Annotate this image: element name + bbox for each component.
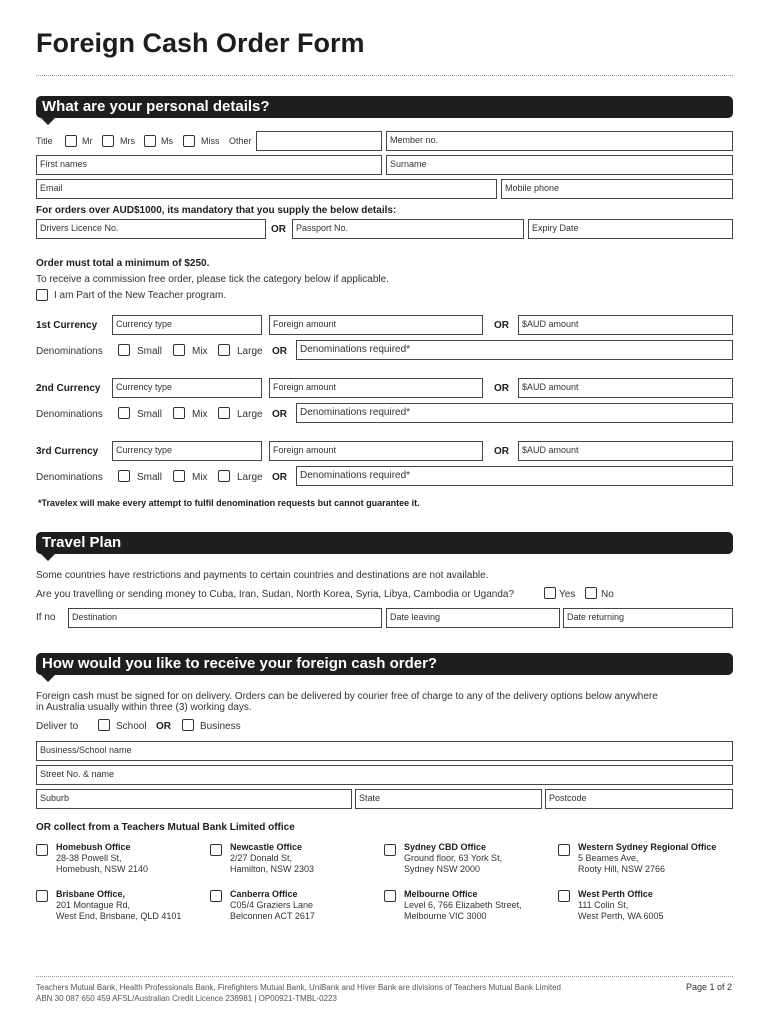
third-foreign-amount-input[interactable]: Foreign amount xyxy=(269,441,483,461)
first-foreign-amount-input[interactable]: Foreign amount xyxy=(269,315,483,335)
business-school-name-input[interactable]: Business/School name xyxy=(36,741,733,761)
office-address-line: 2/27 Donald St, xyxy=(230,853,293,863)
denominations-label: Denominations xyxy=(36,409,103,420)
second-foreign-amount-input[interactable]: Foreign amount xyxy=(269,378,483,398)
denominations-label: Denominations xyxy=(36,346,103,357)
canberra-office-checkbox[interactable] xyxy=(210,890,222,902)
yes-checkbox[interactable] xyxy=(544,587,556,599)
office-western-sydney xyxy=(578,842,716,875)
title-label: Title xyxy=(36,136,53,146)
newcastle-office-checkbox[interactable] xyxy=(210,844,222,856)
denominations-label: Denominations xyxy=(36,472,103,483)
ms-label: Ms xyxy=(161,136,173,146)
mix-label: Mix xyxy=(192,409,208,420)
office-address-line: Hamilton, NSW 2303 xyxy=(230,864,315,874)
second-large-checkbox[interactable] xyxy=(218,407,230,419)
destination-input[interactable]: Destination xyxy=(68,608,382,628)
school-checkbox[interactable] xyxy=(98,719,110,731)
other-label: Other xyxy=(229,136,252,146)
first-small-checkbox[interactable] xyxy=(118,344,130,356)
second-currency-type-input[interactable]: Currency type xyxy=(112,378,262,398)
office-address-line: 28-38 Powell St, xyxy=(56,853,122,863)
mobile-phone-input[interactable]: Mobile phone xyxy=(501,179,733,199)
office-address-line: Level 6, 766 Elizabeth Street, xyxy=(404,900,522,910)
office-address-line: 5 Beames Ave, xyxy=(578,853,639,863)
or-label: OR xyxy=(494,320,509,331)
second-mix-checkbox[interactable] xyxy=(173,407,185,419)
office-homebush xyxy=(56,842,148,875)
or-label: OR xyxy=(272,409,287,420)
office-name: Melbourne Office xyxy=(404,889,478,899)
date-leaving-input[interactable]: Date leaving xyxy=(386,608,560,628)
first-mix-checkbox[interactable] xyxy=(173,344,185,356)
small-label: Small xyxy=(137,346,163,357)
office-address-line: Ground floor, 63 York St, xyxy=(404,853,503,863)
third-denominations-input[interactable]: Denominations required* xyxy=(296,466,733,486)
west-perth-office-checkbox[interactable] xyxy=(558,890,570,902)
office-address-line: 201 Montague Rd, xyxy=(56,900,131,910)
sydney-cbd-office-checkbox[interactable] xyxy=(384,844,396,856)
second-small-checkbox[interactable] xyxy=(118,407,130,419)
office-address-line: West Perth, WA 6005 xyxy=(578,911,664,921)
brisbane-office-checkbox[interactable] xyxy=(36,890,48,902)
office-canberra xyxy=(230,889,315,922)
western-sydney-office-checkbox[interactable] xyxy=(558,844,570,856)
miss-label: Miss xyxy=(201,136,220,146)
page-title: Foreign Cash Order Form xyxy=(36,28,365,58)
office-name: Canberra Office xyxy=(230,889,298,899)
footer-line1: Teachers Mutual Bank, Health Professionals Bank, Firefighters Mutual Bank, UniBank and Hiver Bank are divisions of Teachers Mutual Bank Limited xyxy=(36,983,561,992)
office-melbourne xyxy=(404,889,522,922)
large-label: Large xyxy=(237,409,263,420)
delivery-note-line2: in Australia usually within three (3) working days. xyxy=(36,702,252,713)
min-order-note: Order must total a minimum of $250. xyxy=(36,258,210,269)
expiry-date-input[interactable]: Expiry Date xyxy=(528,219,733,239)
office-name: Sydney CBD Office xyxy=(404,842,487,852)
section-heading-personal: What are your personal details? xyxy=(36,96,733,118)
second-aud-amount-input[interactable]: $AUD amount xyxy=(518,378,733,398)
large-label: Large xyxy=(237,472,263,483)
member-no-input[interactable]: Member no. xyxy=(386,131,733,151)
or-label: OR xyxy=(494,383,509,394)
first-currency-label: 1st Currency xyxy=(36,320,98,331)
third-mix-checkbox[interactable] xyxy=(173,470,185,482)
mrs-checkbox[interactable] xyxy=(102,135,114,147)
or-label: OR xyxy=(272,472,287,483)
office-newcastle xyxy=(230,842,314,875)
email-input[interactable]: Email xyxy=(36,179,497,199)
mandatory-note: For orders over AUD$1000, its mandatory that you supply the below details: xyxy=(36,205,397,216)
mr-checkbox[interactable] xyxy=(65,135,77,147)
office-sydney-cbd xyxy=(404,842,502,875)
no-checkbox[interactable] xyxy=(585,587,597,599)
miss-checkbox[interactable] xyxy=(183,135,195,147)
section-heading-delivery: How would you like to receive your foreign cash order? xyxy=(36,653,733,675)
footer-line2: ABN 30 087 650 459 AFSL/Australian Credit Licence 238981 | OP00921-TMBL-0223 xyxy=(36,994,337,1003)
third-currency-type-input[interactable]: Currency type xyxy=(112,441,262,461)
office-address-line: Melbourne VIC 3000 xyxy=(404,911,487,921)
second-currency-label: 2nd Currency xyxy=(36,383,101,394)
office-brisbane xyxy=(56,889,181,922)
office-address-line: Rooty Hill, NSW 2766 xyxy=(578,864,666,874)
collect-heading: OR collect from a Teachers Mutual Bank Limited office xyxy=(36,822,295,833)
first-names-input[interactable]: First names xyxy=(36,155,382,175)
homebush-office-checkbox[interactable] xyxy=(36,844,48,856)
first-denominations-input[interactable]: Denominations required* xyxy=(296,340,733,360)
school-label: School xyxy=(116,721,147,732)
first-large-checkbox[interactable] xyxy=(218,344,230,356)
third-small-checkbox[interactable] xyxy=(118,470,130,482)
mrs-label: Mrs xyxy=(120,136,135,146)
third-currency-label: 3rd Currency xyxy=(36,446,99,457)
surname-input[interactable]: Surname xyxy=(386,155,733,175)
restriction-note: Some countries have restrictions and payments to certain countries and destinations are not available. xyxy=(36,570,489,581)
business-checkbox[interactable] xyxy=(182,719,194,731)
first-aud-amount-input[interactable]: $AUD amount xyxy=(518,315,733,335)
section-heading-travel: Travel Plan xyxy=(36,532,733,554)
restricted-countries-question: Are you travelling or sending money to Cuba, Iran, Sudan, North Korea, Syria, Libya, Cambodia or Uganda? xyxy=(36,589,515,600)
divider xyxy=(36,75,733,76)
business-label: Business xyxy=(200,721,241,732)
office-address-line: Belconnen ACT 2617 xyxy=(230,911,315,921)
no-label: No xyxy=(601,589,614,600)
mr-label: Mr xyxy=(82,136,93,146)
second-denominations-input[interactable]: Denominations required* xyxy=(296,403,733,423)
footer-divider xyxy=(36,976,733,977)
or-label: OR xyxy=(271,224,286,235)
street-input[interactable]: Street No. & name xyxy=(36,765,733,785)
office-address-line: Sydney NSW 2000 xyxy=(404,864,481,874)
other-title-input[interactable] xyxy=(256,131,382,151)
office-name: Brisbane Office, xyxy=(56,889,126,899)
denomination-disclaimer: *Travelex will make every attempt to fulfil denomination requests but cannot guarantee it. xyxy=(38,498,420,508)
passport-input[interactable]: Passport No. xyxy=(292,219,524,239)
office-address-line: 111 Colin St, xyxy=(578,900,629,910)
yes-label: Yes xyxy=(559,589,576,600)
new-teacher-checkbox[interactable] xyxy=(36,289,48,301)
drivers-licence-input[interactable]: Drivers Licence No. xyxy=(36,219,266,239)
mix-label: Mix xyxy=(192,346,208,357)
ms-checkbox[interactable] xyxy=(144,135,156,147)
commission-note: To receive a commission free order, please tick the category below if applicable. xyxy=(36,274,389,285)
office-name: Western Sydney Regional Office xyxy=(578,842,717,852)
postcode-input[interactable]: Postcode xyxy=(545,789,733,809)
first-currency-type-input[interactable]: Currency type xyxy=(112,315,262,335)
mix-label: Mix xyxy=(192,472,208,483)
new-teacher-label: I am Part of the New Teacher program. xyxy=(54,290,227,301)
state-input[interactable]: State xyxy=(355,789,542,809)
small-label: Small xyxy=(137,409,163,420)
office-address-line: C05/4 Graziers Lane xyxy=(230,900,314,910)
if-no-label: If no xyxy=(36,612,56,623)
third-large-checkbox[interactable] xyxy=(218,470,230,482)
office-name: Homebush Office xyxy=(56,842,131,852)
office-address-line: West End, Brisbane, QLD 4101 xyxy=(56,911,182,921)
footer-text xyxy=(36,982,561,1004)
suburb-input[interactable]: Suburb xyxy=(36,789,352,809)
or-label: OR xyxy=(494,446,509,457)
office-address-line: Homebush, NSW 2140 xyxy=(56,864,149,874)
delivery-note-line1: Foreign cash must be signed for on delivery. Orders can be delivered by courier free of charge to any of the delivery options below anywhere xyxy=(36,691,658,702)
large-label: Large xyxy=(237,346,263,357)
or-label: OR xyxy=(156,721,171,732)
office-name: West Perth Office xyxy=(578,889,653,899)
melbourne-office-checkbox[interactable] xyxy=(384,890,396,902)
office-name: Newcastle Office xyxy=(230,842,303,852)
or-label: OR xyxy=(272,346,287,357)
date-returning-input[interactable]: Date returning xyxy=(563,608,733,628)
page-number: Page 1 of 2 xyxy=(686,982,733,992)
office-west-perth xyxy=(578,889,664,922)
third-aud-amount-input[interactable]: $AUD amount xyxy=(518,441,733,461)
deliver-to-label: Deliver to xyxy=(36,721,79,732)
small-label: Small xyxy=(137,472,163,483)
